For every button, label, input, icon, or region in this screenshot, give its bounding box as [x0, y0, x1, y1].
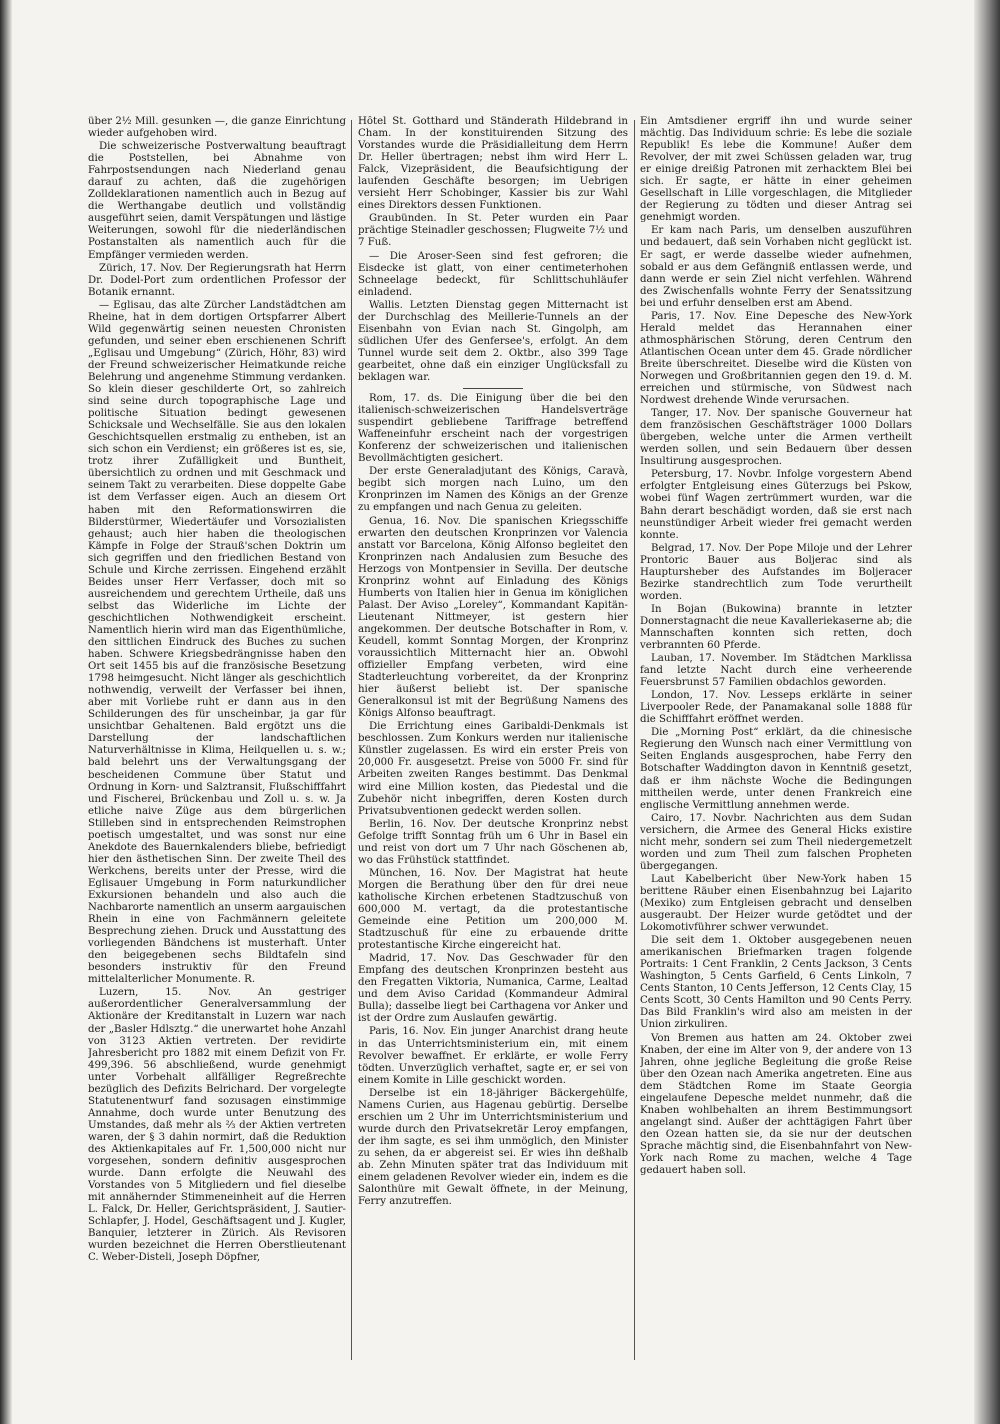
- article-paragraph: Genua, 16. Nov. Die spanischen Kriegsschiffe erwarten den deutschen Kronprinzen vor Valencia anstatt vor Barcelona, König Alfonso begleitet den Kronprinzen nach Andalusien zum Besuche des Herzogs von Montpensier in Sevilla. Der deutsche Kronprinz wohnt auf Einladung des Königs Humberts von Italien hier in Genua im königlichen Palast. Der Aviso „Loreley“, Kommandant Kapitän-Lieutenant Nittmeyer, ist gestern hier angekommen. Der deutsche Botschafter in Rom, v. Keudell, kommt Sonntag Morgen, der Kronprinz voraussichtlich Mitternacht hier an. Obwohl offizieller Empfang verbeten, wird eine Stadterleuchtung vorbereitet, da der Kronprinz hier äußerst beliebt ist. Der spanische Generalkonsul ist mit der Begrüßung Namens des Königs Alfonso beauftragt.: [358, 515, 628, 720]
- section-separator: [463, 388, 523, 389]
- column-rule-1: [351, 120, 352, 1360]
- page-edge-left: [0, 0, 12, 1424]
- column-1: [88, 116, 346, 1366]
- article-paragraph: Die „Morning Post“ erklärt, da die chinesische Regierung den Wunsch nach einer Vermittlung von Seiten Englands ausgesprochen, habe Ferry den Botschafter Waddington davon in Kenntniß gesetzt, daß er ihm nächste Woche die Bedingungen mittheilen werde, unter denen Frankreich eine englische Vermittlung annehmen werde.: [640, 727, 912, 811]
- article-paragraph: Madrid, 17. Nov. Das Geschwader für den Empfang des deutschen Kronprinzen besteht aus den Fregatten Viktoria, Numanica, Carme, Lealtad und dem Aviso Caridad (Kommandeur Admiral Bulla); dasselbe liegt bei Carthagena vor Anker und ist der Ordre zum Auslaufen gewärtig.: [358, 953, 628, 1025]
- article-paragraph: In Bojan (Bukowina) brannte in letzter Donnerstagnacht die neue Kavalleriekaserne ab; die Mannschaften konnten sich retten, doch verbrannten 60 Pferde.: [640, 603, 912, 652]
- page-edge-right: [974, 0, 1000, 1424]
- article-paragraph: Graubünden. In St. Peter wurden ein Paar prächtige Steinadler geschossen; Flugweite 7½ und 7 Fuß.: [358, 213, 628, 249]
- column-2: [358, 116, 628, 1366]
- article-paragraph: Der erste Generaladjutant des Königs, Caravà, begibt sich morgen nach Luino, um den Kronprinzen im Namen des Königs an der Grenze zu empfangen und nach Genua zu geleiten.: [358, 466, 628, 514]
- article-paragraph: Die Errichtung eines Garibaldi-Denkmals ist beschlossen. Zum Konkurs werden nur italienische Künstler zugelassen. Es wird ein erster Preis von 20,000 Fr. ausgesetzt. Preise von 5000 Fr. sind für Arbeiten zweiten Ranges bestimmt. Das Denkmal wird eine Million kosten, das Piedestal und die Zubehör nicht inbegriffen, deren Kosten durch Privatsubventionen gedeckt werden sollen.: [358, 721, 628, 817]
- article-paragraph: Rom, 17. ds. Die Einigung über die bei den italienisch-schweizerischen Handelsverträge suspendirt gebliebene Tariffrage betreffend Waffeneinfuhr erscheint nach der vorgestrigen Konferenz der schweizerischen und italienischen Bevollmächtigten gesichert.: [358, 393, 628, 465]
- article-paragraph: München, 16. Nov. Der Magistrat hat heute Morgen die Berathung über den für drei neue katholische Kirchen erbetenen Stadtzuschuß von 600,000 M. vertagt, da die protestantische Gemeinde eine Petition um 200,000 M. Stadtzuschuß für eine zu erbauende dritte protestantische Kirche eingereicht hat.: [358, 867, 628, 952]
- article-paragraph: — Die Aroser-Seen sind fest gefroren; die Eisdecke ist glatt, von einer centimeterhohen Schneelage bedeckt, für Schlittschuhläufer einladend.: [358, 250, 628, 298]
- article-paragraph: Berlin, 16. Nov. Der deutsche Kronprinz nebst Gefolge trifft Sonntag früh um 6 Uhr in Basel ein und reist von dort um 7 Uhr nach Göschenen ab, wo das Frühstück stattfindet.: [358, 818, 628, 866]
- article-paragraph: Die schweizerische Postverwaltung beauftragt die Poststellen, bei Abnahme von Fahrpostsendungen nach Niederland genau darauf zu achten, daß die zugehörigen Zolldeklarationen namentlich auch in Bezug auf die Werthangabe deutlich und vollständig ausgeführt seien, damit Verspätungen und lästige Weiterungen, sowohl für die niederländischen Postanstalten als namentlich auch für die Empfänger vermieden werden.: [88, 141, 346, 261]
- article-paragraph: Derselbe ist ein 18-jähriger Bäckergehülfe, Namens Curien, aus Hagenau gebürtig. Derselbe erschien um 2 Uhr im Unterrichtsministerium und wurde durch den Privatsekretär Leroy empfangen, der ihm sagte, es sei ihm unmöglich, den Minister zu sehen, da er abgereist sei. Er wies ihn deßhalb ab. Zehn Minuten später trat das Individuum mit einem geladenen Revolver wieder ein, indem es die Salonthüre mit Gewalt öffnete, in der Meinung, Ferry anzutreffen.: [358, 1087, 628, 1208]
- article-paragraph: Laut Kabelbericht über New-York haben 15 berittene Räuber einen Eisenbahnzug bei Lajarito (Mexiko) zum Entgleisen gebracht und denselben ausgeraubt. Der Heizer wurde getödtet und der Lokomotivführer schwer verwundet.: [640, 873, 912, 934]
- article-paragraph: über 2½ Mill. gesunken —, die ganze Einrichtung wieder aufgehoben wird.: [88, 116, 346, 140]
- article-paragraph: Zürich, 17. Nov. Der Regierungsrath hat Herrn Dr. Dodel-Port zum ordentlichen Professor der Botanik ernannt.: [88, 262, 346, 298]
- column-rule-2: [634, 120, 635, 1360]
- article-paragraph: Paris, 16. Nov. Ein junger Anarchist drang heute in das Unterrichtsministerium ein, mit einem Revolver bewaffnet. Er erklärte, er wolle Ferry tödten. Unverzüglich verhaftet, sagte er, er sei von einem Komite in Lille geschickt worden.: [358, 1026, 628, 1086]
- article-paragraph: Ein Amtsdiener ergriff ihn und wurde seiner mächtig. Das Individuum schrie: Es lebe die soziale Republik! Es lebe die Kommune! Außer dem Revolver, der mit zwei Schüssen geladen war, trug er einige dreißig Patronen mit zerhacktem Blei bei sich. Er sagte, er hätte in einer geheimen Gesellschaft in Lille vorgeschlagen, die Mitglieder der Regierung zu tödten und dieser Antrag sei genehmigt worden.: [640, 116, 912, 224]
- article-paragraph: Er kam nach Paris, um denselben auszuführen und bedauert, daß sein Vorhaben nicht geglückt ist. Er sagt, er werde dasselbe wieder aufnehmen, sobald er aus dem Gefängniß entlassen werde, und dann werde er sein Ziel nicht verfehlen. Während des Zwischenfalls wohnte Ferry der Senatssitzung bei und erfuhr denselben erst am Abend.: [640, 225, 912, 309]
- article-paragraph: Cairo, 17. Novbr. Nachrichten aus dem Sudan versichern, die Armee des General Hicks existire nicht mehr, sondern sei zum Theil niedergemetzelt worden und zum Theil zum falschen Propheten übergegangen.: [640, 812, 912, 872]
- article-paragraph: Paris, 17. Nov. Eine Depesche des New-York Herald meldet das Herannahen einer athmosphärischen Störung, deren Centrum den Atlantischen Ocean unter dem 45. Grade nördlicher Breite überschreitet. Dieselbe wird die Küsten von Norwegen und Großbritannien gegen den 19. d. M. erreichen und stürmische, von Südwest nach Nordwest drehende Winde verursachen.: [640, 310, 912, 407]
- article-paragraph: Die seit dem 1. Oktober ausgegebenen neuen amerikanischen Briefmarken tragen folgende Portraits: 1 Cent Franklin, 2 Cents Jackson, 3 Cents Washington, 5 Cents Garfield, 6 Cents Linkoln, 7 Cents Stanton, 10 Cents Jefferson, 12 Cents Clay, 15 Cents Scott, 30 Cents Hamilton und 90 Cents Perry. Das Bild Franklin's wird also am meisten in der Union zirkuliren.: [640, 935, 912, 1031]
- article-paragraph: — Eglisau, das alte Zürcher Landstädtchen am Rheine, hat in dem dortigen Ortspfarrer Albert Wild gegenwärtig seinen neuesten Chronisten gefunden, und seiner eben erschienenen Schrift „Eglisau und Umgebung“ (Zürich, Höhr, 83) wird der Freund schweizerischer Heimatkunde reiche Belehrung und angenehme Stimmung verdanken. So klein dieser geschilderte Ort, so zahlreich sind seine durch topographische Lage und politische Situation bedingt gewesenen Schicksale und Wechselfälle. Sie aus den lokalen Geschichtsquellen erstmalig zu entheben, ist an sich schon ein Verdienst; ein größeres ist es, sie, trotz ihrer Zufälligkeit und Buntheit, übersichtlich zu ordnen und mit Geschmack und seinem Takt zu verarbeiten. Diese doppelte Gabe ist dem Verfasser eigen. Auch an diesem Ort haben mit den Reformationswirren die Bilderstürmer, Wiedertäufer und Vorsozialisten gehaust; auch hier haben die theologischen Kämpfe in Folge der Strauß'schen Doktrin um sich gegriffen und den friedlichen Bestand von Schule und Kirche zerrissen. Eingehend erzählt Beides unser Herr Verfasser, doch mit so ausreichendem und gerechtem Urtheile, daß uns selbst das Widerliche im Lichte der geschichtlichen Nothwendigkeit erscheint. Namentlich hierin wird man das Eigenthümliche, den sittlichen Eindruck des Buches zu suchen haben. Schwere Kriegsbedrängnisse haben den Ort seit 1455 bis auf die französische Besetzung 1798 heimgesucht. Nicht länger als geschichtlich nothwendig, verweilt der Verfasser bei ihnen, aber mit Vorliebe ruht er dann aus in den Schilderungen des für unscheinbar, ja gar für unsichtbar Gehaltenen. Bald ergötzt uns die Darstellung der landschaftlichen Naturverhältnisse in Klima, Heilquellen u. s. w.; bald belehrt uns der Verwaltungsgang der bescheidenen Commune über Statut und Ordnung in Korn- und Salztransit, Flußschifffahrt und Fischerei, Brückenbau und Zoll u. s. w. Ja etliche naive Züge aus dem bürgerlichen Stilleben sind in entsprechenden Reimstrophen poetisch umgestaltet, und was sonst nur eine Anekdote des Bauernkalenders bliebe, befriedigt hier den ästhetischen Sinn. Der zweite Theil des Werkchens, bereits unter der Presse, wird die Eglisauer Umgebung in Form naturkundlicher Exkursionen behandeln und also auch die Nachbarorte namentlich an unserm aargauischen Rhein in eine von Fachmännern geleitete Besprechung ziehen. Druck und Ausstattung des vorliegenden Bändchens ist musterhaft. Unter den beigegebenen sechs Bildtafeln sind besonders instruktiv für den Freund mittelalterlicher Monumente. R.: [88, 299, 346, 986]
- column-3: [640, 116, 912, 1366]
- article-paragraph: Belgrad, 17. Nov. Der Pope Miloje und der Lehrer Prontoric Bauer aus Boljerac sind als Hauptursheber des Aufstandes im Boljeracer Bezirke standrechtlich zum Tode verurtheilt worden.: [640, 542, 912, 602]
- article-paragraph: Petersburg, 17. Novbr. Infolge vorgestern Abend erfolgter Entgleisung eines Güterzugs bei Pskow, wobei fünf Wagen zertrümmert wurden, war die Bahn derart beschädigt worden, daß sie erst nach neunstündiger Arbeit wieder frei gemacht werden konnte.: [640, 469, 912, 541]
- article-paragraph: Von Bremen aus hatten am 24. Oktober zwei Knaben, der eine im Alter von 9, der andere von 13 Jahren, ohne jegliche Begleitung die große Reise über den Ozean nach Amerika angetreten. Eine aus dem Städtchen Rome im Staate Georgia eingelaufene Depesche meldet nunmehr, daß die Knaben wohlbehalten an ihrem Bestimmungsort angelangt sind. Außer der achttägigen Fahrt über den Ozean hatten sie, da sie nur der deutschen Sprache mächtig sind, die Eisenbahnfahrt von New-York nach Rome zu machen, welche 4 Tage gedauert haben soll.: [640, 1032, 912, 1177]
- article-paragraph: Wallis. Letzten Dienstag gegen Mitternacht ist der Durchschlag des Meillerie-Tunnels an der Eisenbahn von Evian nach St. Gingolph, am südlichen Ufer des Genfersee's, erfolgt. An dem Tunnel wurde seit dem 2. Oktbr., also 399 Tage gearbeitet, ohne daß ein einziger Unglücksfall zu beklagen war.: [358, 299, 628, 383]
- article-paragraph: Tanger, 17. Nov. Der spanische Gouverneur hat dem französischen Geschäftsträger 1000 Dollars übergeben, welche unter die Armen vertheilt werden sollen, und sein Bedauern über dessen Insultirung ausgesprochen.: [640, 408, 912, 468]
- article-paragraph: London, 17. Nov. Lesseps erklärte in seiner Liverpooler Rede, der Panamakanal solle 1888 für die Schifffahrt eröffnet werden.: [640, 690, 912, 726]
- article-paragraph: Luzern, 15. Nov. An gestriger außerordentlicher Generalversammlung der Aktionäre der Kreditanstalt in Luzern war nach der „Basler Hdlsztg.“ die unerwartet hohe Anzahl von 3123 Aktien vertreten. Der revidirte Jahresbericht pro 1882 mit einem Defizit von Fr. 499,396. 56 abschließend, wurde genehmigt unter Vorbehalt allfälliger Regreßrechte bezüglich des Defizits Belrichard. Der vorgelegte Statutenentwurf fand sozusagen einstimmige Annahme, doch wurde unter Benutzung des Umstandes, daß mehr als ⅔ der Aktien vertreten waren, der § 3 dahin normirt, daß die Reduktion des Aktienkapitales auf Fr. 1,500,000 nicht nur vorgesehen, sondern definitiv ausgesprochen wurde. Dann erfolgte die Neuwahl des Vorstandes von 5 Mitgliedern und fiel dieselbe mit annähernder Stimmeneinheit auf die Herren L. Falck, Dr. Heller, Gerichtspräsident, J. Sautier-Schlapfer, J. Hodel, Geschäftsagent und J. Kugler, Banquier, letzterer in Zürich. Als Revisoren wurden bezeichnet die Herren Oberstlieutenant C. Weber-Disteli, Joseph Döpfner,: [88, 987, 346, 1264]
- article-paragraph: Lauban, 17. November. Im Städtchen Marklissa fand letzte Nacht durch eine verheerende Feuersbrunst 57 Familien obdachlos geworden.: [640, 653, 912, 689]
- article-paragraph: Hôtel St. Gotthard und Ständerath Hildebrand in Cham. In der konstituirenden Sitzung des Vorstandes wurde die Präsidialleitung dem Herrn Dr. Heller übertragen; nebst ihm wird Herr L. Falck, Vizepräsident, die Beaufsichtigung der laufenden Geschäfte besorgen; im Uebrigen versieht Herr Schobinger, Kassier bis zur Wahl eines Direktors dessen Funktionen.: [358, 116, 628, 212]
